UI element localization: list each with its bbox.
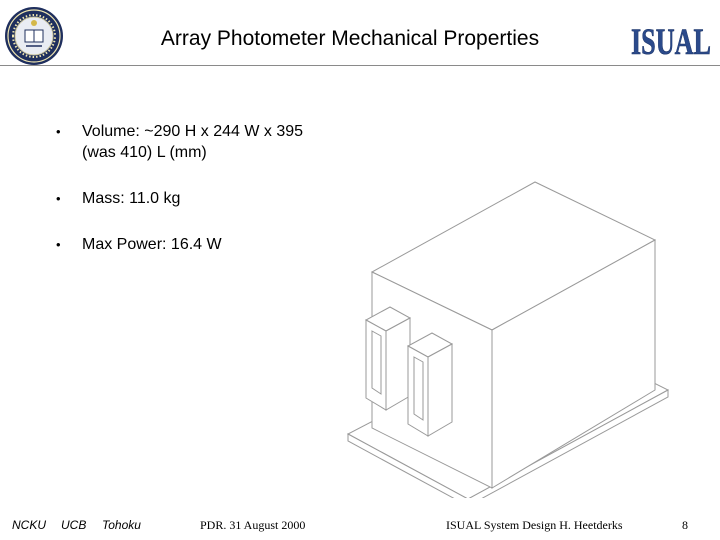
university-seal-icon — [4, 6, 64, 66]
bullet-power — [56, 234, 356, 255]
photometer-drawing — [340, 178, 670, 498]
footer-org-ucb: UCB — [61, 518, 87, 532]
footer-doc-author: ISUAL System Design H. Heetderks — [446, 518, 623, 532]
page-number: 8 — [682, 518, 688, 532]
bullet-marker: • — [56, 191, 61, 206]
bullet-text: Mass: 11.0 kg — [82, 190, 181, 207]
footer-org-tohoku: Tohoku — [102, 518, 141, 532]
header-rule — [0, 65, 720, 66]
isual-logo — [628, 13, 713, 61]
slide-title: Array Photometer Mechanical Properties — [160, 27, 540, 50]
footer-review-date: PDR. 31 August 2000 — [200, 518, 306, 532]
bullet-marker: • — [56, 124, 61, 139]
bullet-text: Max Power: 16.4 W — [82, 236, 222, 253]
bullet-list — [56, 121, 356, 255]
logo-text: ISUAL — [631, 22, 711, 61]
bullet-marker: • — [56, 237, 61, 252]
footer-org-ncku: NCKU — [12, 518, 47, 532]
bullet-mass — [56, 188, 356, 209]
bullet-text: Volume: ~290 H x 244 W x 395 (was 410) L (mm) — [82, 123, 304, 161]
bullet-volume — [56, 121, 356, 163]
